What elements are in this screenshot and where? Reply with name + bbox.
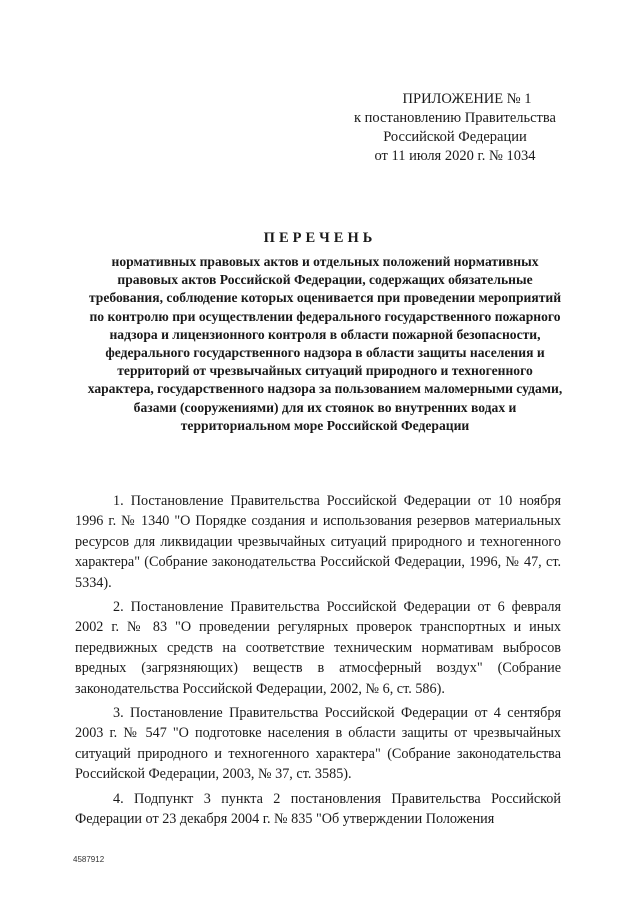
list-item: 2. Постановление Правительства Российской Федерации от 6 февраля 2002 г. № 83 "О проведении регулярных проверок транспортных и иных передвижных средств на соответствие техническим нормативам выбросов вредных (загрязняющих) веществ в атмосферный воздух" (Собрание законодательства Российской Федерации, 2002, № 6, ст. 586). bbox=[75, 599, 561, 697]
appendix-resolution-line: к постановлению Правительства bbox=[354, 110, 556, 126]
appendix-number: ПРИЛОЖЕНИЕ № 1 bbox=[402, 91, 532, 107]
acts-list bbox=[75, 491, 561, 834]
document-title: ПЕРЕЧЕНЬ bbox=[263, 230, 377, 246]
list-item: 1. Постановление Правительства Российской Федерации от 10 ноября 1996 г. № 1340 "О Порядке создания и использования резервов материальных ресурсов для ликвидации чрезвычайных ситуаций природного и техногенного характера" (Собрание законодательства Российской Федерации, 1996, № 47, ст. 5334). bbox=[75, 493, 561, 591]
appendix-header bbox=[330, 90, 580, 166]
list-item: 4. Подпункт 3 пункта 2 постановления Правительства Российской Федерации от 23 декабря 2004 г. № 835 "Об утверждении Положения bbox=[75, 790, 561, 828]
appendix-date-line: от 11 июля 2020 г. № 1034 bbox=[374, 148, 536, 164]
footer-code: 4587912 bbox=[73, 855, 105, 864]
appendix-country-line: Российской Федерации bbox=[383, 129, 527, 145]
document-subtitle: нормативных правовых актов и отдельных положений нормативных правовых актов Российской Федерации, содержащих обязательные требования, соблюдение которых оценивается при проведении мероприятий по контролю при осуществлении федерального государственного пожарного надзора и лицензионного контроля в области пожарной безопасности, федерального государственного надзора в области защиты населения и территорий от чрезвычайных ситуаций природного и техногенного характера, государственного надзора за пользованием маломерными судами, базами (сооружениями) для их стоянок во внутренних водах и территориальном море Российской Федерации bbox=[87, 254, 563, 433]
list-item: 3. Постановление Правительства Российской Федерации от 4 сентября 2003 г. № 547 "О подготовке населения в области защиты от чрезвычайных ситуаций природного и техногенного характера" (Собрание законодательства Российской Федерации, 2003, № 37, ст. 3585). bbox=[75, 705, 561, 783]
